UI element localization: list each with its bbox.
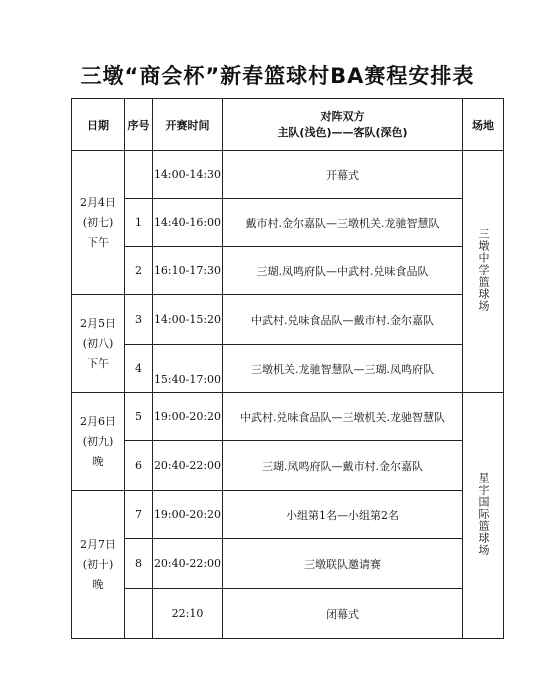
match-cell: 三墩机关.龙驰智慧队—三瑚.凤鸣府队 bbox=[223, 345, 463, 393]
match-cell: 开幕式 bbox=[223, 151, 463, 199]
table-row bbox=[72, 345, 504, 393]
time-cell: 14:00-15:20 bbox=[153, 295, 223, 345]
date-cell bbox=[72, 151, 125, 295]
header-date: 日期 bbox=[72, 99, 125, 151]
venue-label: 星宇国际篮球场 bbox=[477, 472, 490, 556]
match-cell: 三瑚.凤鸣府队—中武村.兑味食品队 bbox=[223, 247, 463, 295]
match-cell: 中武村.兑味食品队—三墩机关.龙驰智慧队 bbox=[223, 393, 463, 441]
venue-cell bbox=[463, 393, 504, 639]
seq-cell: 6 bbox=[125, 441, 153, 491]
time-cell: 22:10 bbox=[153, 589, 223, 639]
table-row bbox=[72, 441, 504, 491]
schedule-table bbox=[71, 98, 504, 639]
time-cell: 20:40-22:00 bbox=[153, 539, 223, 589]
match-cell: 闭幕式 bbox=[223, 589, 463, 639]
time-cell: 16:10-17:30 bbox=[153, 247, 223, 295]
seq-cell bbox=[125, 151, 153, 199]
table-row bbox=[72, 151, 504, 199]
seq-cell: 4 bbox=[125, 345, 153, 393]
page-title: 三墩“商会杯”新春篮球村BA赛程安排表 bbox=[80, 64, 475, 88]
date-day: 2月5日 bbox=[80, 316, 116, 330]
match-cell: 小组第1名—小组第2名 bbox=[223, 491, 463, 539]
table-row bbox=[72, 393, 504, 441]
date-day: 2月6日 bbox=[80, 414, 116, 428]
date-period: 下午 bbox=[87, 235, 109, 249]
time-cell: 20:40-22:00 bbox=[153, 441, 223, 491]
date-cell bbox=[72, 295, 125, 393]
seq-cell: 8 bbox=[125, 539, 153, 589]
seq-cell: 7 bbox=[125, 491, 153, 539]
header-seq: 序号 bbox=[125, 99, 153, 151]
date-lunar: (初九) bbox=[82, 434, 114, 448]
match-cell: 中武村.兑味食品队—戴市村.金尔嘉队 bbox=[223, 295, 463, 345]
date-lunar: (初八) bbox=[82, 336, 114, 350]
table-row bbox=[72, 539, 504, 589]
date-cell bbox=[72, 393, 125, 491]
seq-cell: 5 bbox=[125, 393, 153, 441]
table-row bbox=[72, 295, 504, 345]
seq-cell: 1 bbox=[125, 199, 153, 247]
time-cell: 15:40-17:00 bbox=[153, 345, 223, 393]
header-venue: 场地 bbox=[463, 99, 504, 151]
time-cell: 19:00-20:20 bbox=[153, 491, 223, 539]
table-row bbox=[72, 589, 504, 639]
header-match-line2: 主队(浅色)——客队(深色) bbox=[277, 125, 408, 139]
time-cell: 14:40-16:00 bbox=[153, 199, 223, 247]
match-cell: 三墩联队邀请赛 bbox=[223, 539, 463, 589]
table-row bbox=[72, 491, 504, 539]
header-match bbox=[223, 99, 463, 151]
date-cell bbox=[72, 491, 125, 639]
header-row bbox=[72, 99, 504, 151]
seq-cell: 2 bbox=[125, 247, 153, 295]
time-cell: 14:00-14:30 bbox=[153, 151, 223, 199]
match-cell: 戴市村.金尔嘉队—三墩机关.龙驰智慧队 bbox=[223, 199, 463, 247]
venue-label: 三墩中学篮球场 bbox=[477, 228, 490, 312]
date-period: 晚 bbox=[92, 577, 104, 591]
seq-cell bbox=[125, 589, 153, 639]
time-cell: 19:00-20:20 bbox=[153, 393, 223, 441]
match-cell: 三瑚.凤鸣府队—戴市村.金尔嘉队 bbox=[223, 441, 463, 491]
date-day: 2月7日 bbox=[80, 537, 116, 551]
date-day: 2月4日 bbox=[80, 195, 116, 209]
date-period: 晚 bbox=[92, 454, 104, 468]
date-lunar: (初十) bbox=[82, 557, 114, 571]
table-row bbox=[72, 199, 504, 247]
table-row bbox=[72, 247, 504, 295]
seq-cell: 3 bbox=[125, 295, 153, 345]
date-period: 下午 bbox=[87, 356, 109, 370]
header-time: 开赛时间 bbox=[153, 99, 223, 151]
date-lunar: (初七) bbox=[82, 215, 114, 229]
venue-cell bbox=[463, 151, 504, 393]
header-match-line1: 对阵双方 bbox=[320, 109, 365, 123]
